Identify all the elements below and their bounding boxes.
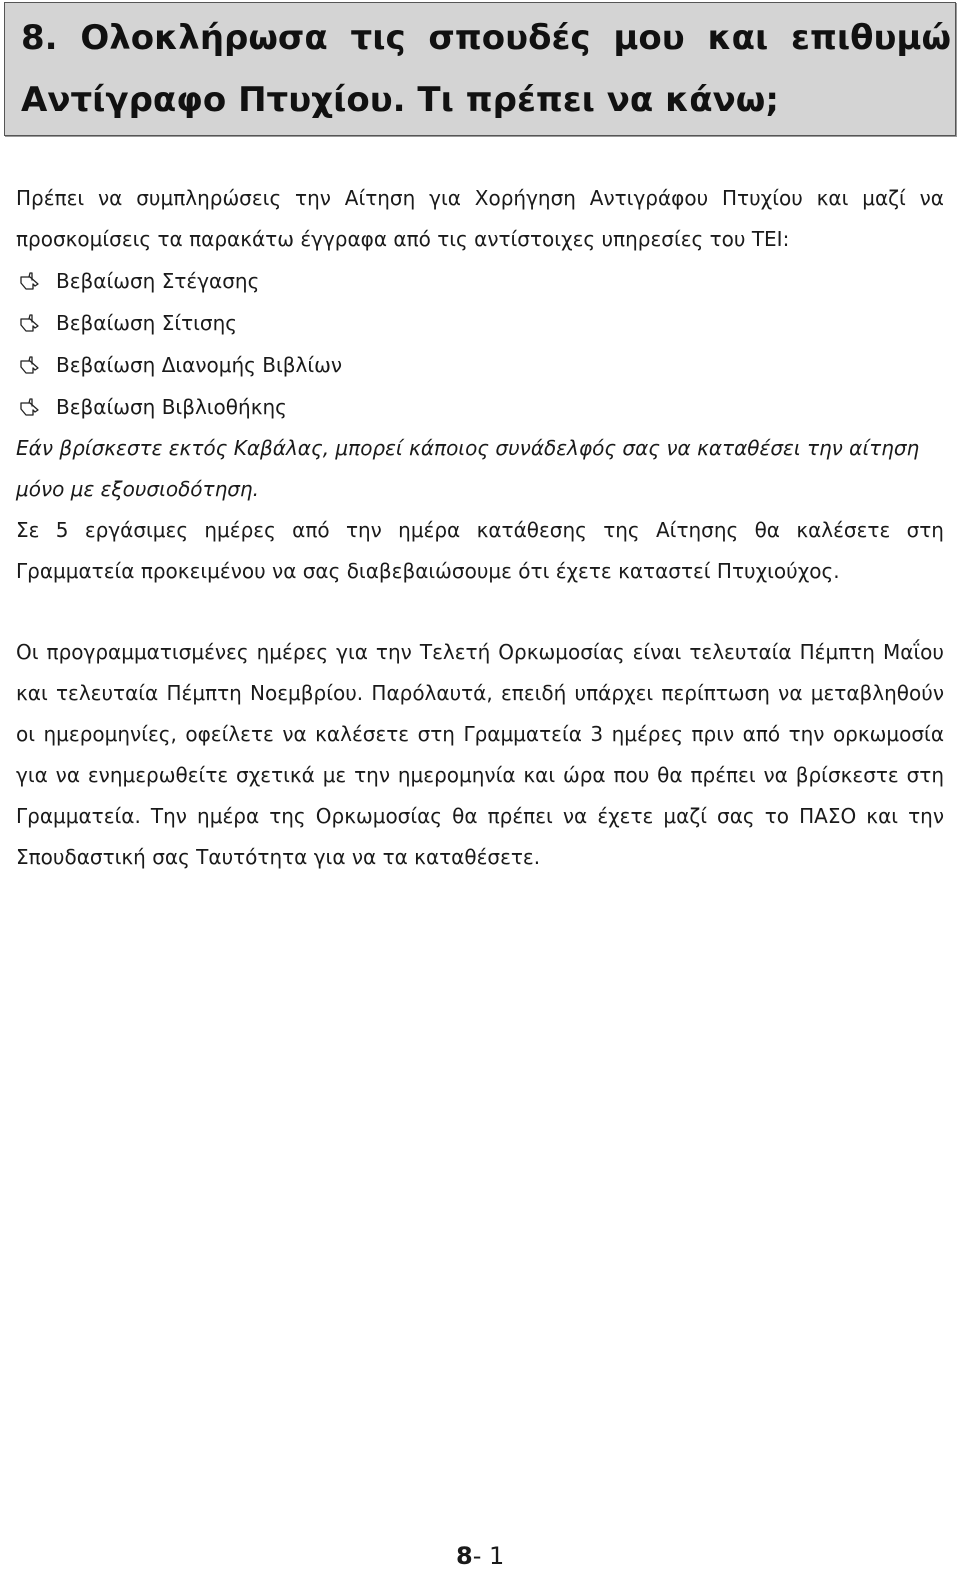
- confirmation-paragraph: Σε 5 εργάσιμες ημέρες από την ημέρα κατάθεσης της Αίτησης θα καλέσετε στη Γραμματεία προκειμένου να σας διαβεβαιώσουμε ότι έχετε καταστεί Πτυχιούχος.: [16, 518, 944, 583]
- pointing-hand-icon: [18, 311, 42, 335]
- ceremony-paragraph: Οι προγραμματισμένες ημέρες για την Τελετή Ορκωμοσίας είναι τελευταία Πέμπτη Μαΐου και τελευταία Πέμπτη Νοεμβρίου. Παρόλαυτά, επειδή υπάρχει περίπτωση να μεταβληθούν οι ημερομηνίες, οφείλετε να καλέσετε στη Γραμματεία 3 ημέρες πριν από την ορκωμοσία για να ενημερωθείτε σχετικά με την ημερομηνία και ώρα που θα πρέπει να βρίσκεστε στη Γραμματεία. Την ημέρα της Ορκωμοσίας θα πρέπει να έχετε μαζί σας το ΠΑΣΟ και την Σπουδαστική σας Ταυτότητα για να τα καταθέσετε.: [16, 640, 944, 869]
- pointing-hand-icon: [18, 353, 42, 377]
- list-item-label: Βεβαίωση Στέγασης: [56, 268, 260, 293]
- list-item: [16, 386, 944, 428]
- list-item: [16, 344, 944, 386]
- authorization-note: Εάν βρίσκεστε εκτός Καβάλας, μπορεί κάποιος συνάδελφός σας να καταθέσει την αίτηση μόνο με εξουσιοδότηση.: [16, 436, 920, 501]
- page-number: [456, 1540, 504, 1572]
- page-title: 8. Ολοκλήρωσα τις σπουδές μου και επιθυμώ Αντίγραφο Πτυχίου. Τι πρέπει να κάνω;: [21, 18, 951, 120]
- list-item-label: Βεβαίωση Βιβλιοθήκης: [56, 394, 287, 419]
- document-body: [16, 178, 944, 878]
- intro-paragraph: Πρέπει να συμπληρώσεις την Αίτηση για Χορήγηση Αντιγράφου Πτυχίου και μαζί να προσκομίσεις τα παρακάτω έγγραφα από τις αντίστοιχες υπηρεσίες του ΤΕΙ:: [16, 186, 944, 251]
- paragraph-spacer: [16, 592, 944, 632]
- page-number-rest: - 1: [472, 1542, 505, 1570]
- page-number-chapter: 8: [456, 1542, 473, 1570]
- list-item-label: Βεβαίωση Σίτισης: [56, 310, 238, 335]
- pointing-hand-icon: [18, 395, 42, 419]
- required-documents-list: [16, 260, 944, 428]
- list-item-label: Βεβαίωση Διανομής Βιβλίων: [56, 352, 343, 377]
- heading-box: [4, 2, 956, 136]
- list-item: [16, 260, 944, 302]
- list-item: [16, 302, 944, 344]
- pointing-hand-icon: [18, 269, 42, 293]
